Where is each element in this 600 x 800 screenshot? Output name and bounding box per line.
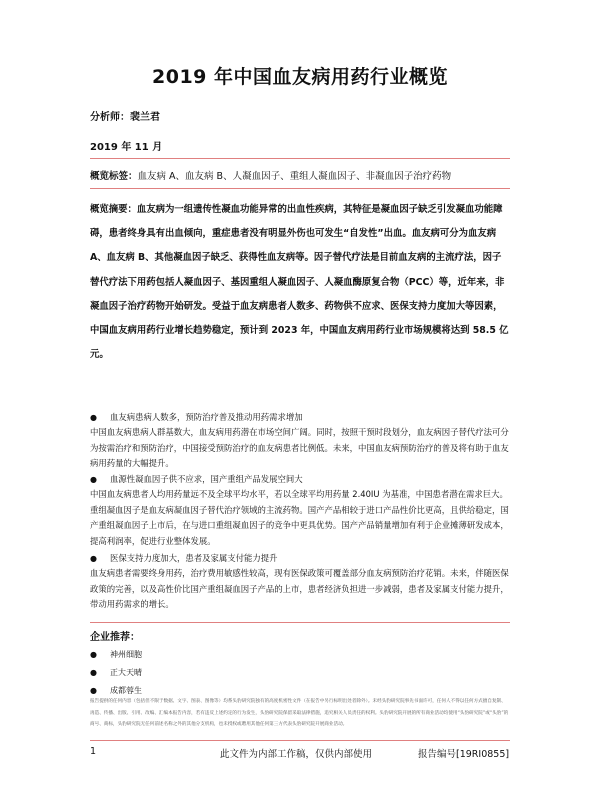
bullet-icon: ● [90, 413, 97, 422]
tags-label: 概览标签： [90, 171, 138, 182]
bullet-icon: ● [90, 475, 97, 484]
section-1 [90, 410, 510, 472]
analyst: 分析师：裴兰君 [90, 112, 160, 123]
bullet-icon: ● [90, 686, 97, 695]
section-3-heading: 医保支持力度加大，患者及家属支付能力提升 [110, 553, 278, 563]
disclaimer: 报告提供的任何内容（包括但不限于数据、文字、图表、图像等）均系头豹研究院独有的高度机密性文件（在报告中另行标明出处者除外）。未经头豹研究院事先书面许可，任何人不得以任何方式擅自复制、再造、传播、出版、引用、改编、汇编本报告内容，若有违反上述约定的行为发生，头豹研究院保留采取法律措施，追究相关人员责任的权利。头豹研究院开展的所有商业活动均使用“头豹研究院”或“头豹”的商号、商标，头豹研究院无任何前述名称之外的其他分支机构，也未授权或聘用其他任何第三方代表头豹研究院开展商业活动。 [90, 699, 509, 727]
list-item: ● 正大天晴 [90, 664, 142, 682]
section-3-body: 血友病患者需要终身用药，治疗费用敏感性较高，现有医保政策可覆盖部分血友病预防治疗花销。未来，伴随医保政策的完善，以及高性价比国产重组凝血因子产品的上市，患者经济负担进一步减弱，患者及家属支付能力提升，带动用药需求的增长。 [90, 568, 509, 610]
list-item: ● 成都蓉生 [90, 682, 142, 700]
bullet-icon: ● [90, 668, 97, 677]
section-1-body: 中国血友病患病人群基数大，血友病用药潜在市场空间广阔。同时，按照干预时段划分，血友病因子替代疗法可分为按需治疗和预防治疗，中国接受预防治疗的血友病患者比例低。未来，中国血友病预防治疗的普及将有助于血友病用药量的大幅提升。 [90, 427, 509, 469]
divider-recommend [90, 622, 510, 623]
footer-divider [90, 740, 510, 741]
section-1-heading: 血友病患病人数多，预防治疗普及推动用药需求增加 [110, 412, 303, 422]
bullet-icon: ● [90, 650, 97, 659]
overview-tags [90, 168, 451, 182]
divider-top [90, 158, 510, 159]
section-2-heading: 血源性凝血因子供不应求，国产重组产品发展空间大 [110, 474, 303, 484]
section-2 [90, 472, 510, 549]
page-number: 1 [90, 746, 97, 757]
list-item: ● 神州细胞 [90, 646, 142, 664]
section-3 [90, 551, 510, 613]
overview-abstract: 概览摘要：血友病为一组遗传性凝血功能异常的出血性疾病，其特征是凝血因子缺乏引发凝血功能障碍，患者终身具有出血倾向，重症患者没有明显外伤也可发生“自发性”出血。血友病可分为血友病 A、血友病 B、其他凝血因子缺乏、获得性血友病等。因子替代疗法是目前血友病的主流疗法，因子替代疗法下用药包括人凝血因子、基因重组人凝血因子、人凝血酶原复合物（PCC）等，近年来，非凝血因子治疗药物开始研发。受益于血友病患者人数多、药物供不应求、医保支持力度加大等因素，中国血友病用药行业增长趋势稳定，预计到 2023 年，中国血友病用药行业市场规模将达到 58.5 亿元。 [90, 204, 509, 361]
tags-value: 血友病 A、血友病 B、人凝血因子、重组人凝血因子、非凝血因子治疗药物 [137, 171, 452, 182]
bullet-icon: ● [90, 554, 97, 563]
recommend-list [90, 646, 142, 700]
footer-notice: 此文件为内部工作稿，仅供内部使用 [220, 749, 373, 760]
divider-tags [90, 188, 510, 189]
report-date: 2019 年 11 月 [90, 142, 163, 153]
report-title: 2019 年中国血友病用药行业概览 [152, 66, 448, 88]
section-2-body: 中国血友病患者人均用药量远不及全球平均水平，若以全球平均用药量 2.40IU 为基准，中国患者潜在需求巨大。重组凝血因子是血友病凝血因子替代治疗领域的主流药物。国产产品相较于进口产品性价比更高，且供给稳定，国产重组凝血因子上市后，在与进口重组凝血因子的竞争中更具优势。国产产品销量增加有利于企业摊薄研发成本，提高利润率，促进行业整体发展。 [90, 489, 509, 546]
report-number: 报告编号[19RI0855] [418, 749, 510, 760]
recommend-title: 企业推荐： [90, 632, 140, 643]
